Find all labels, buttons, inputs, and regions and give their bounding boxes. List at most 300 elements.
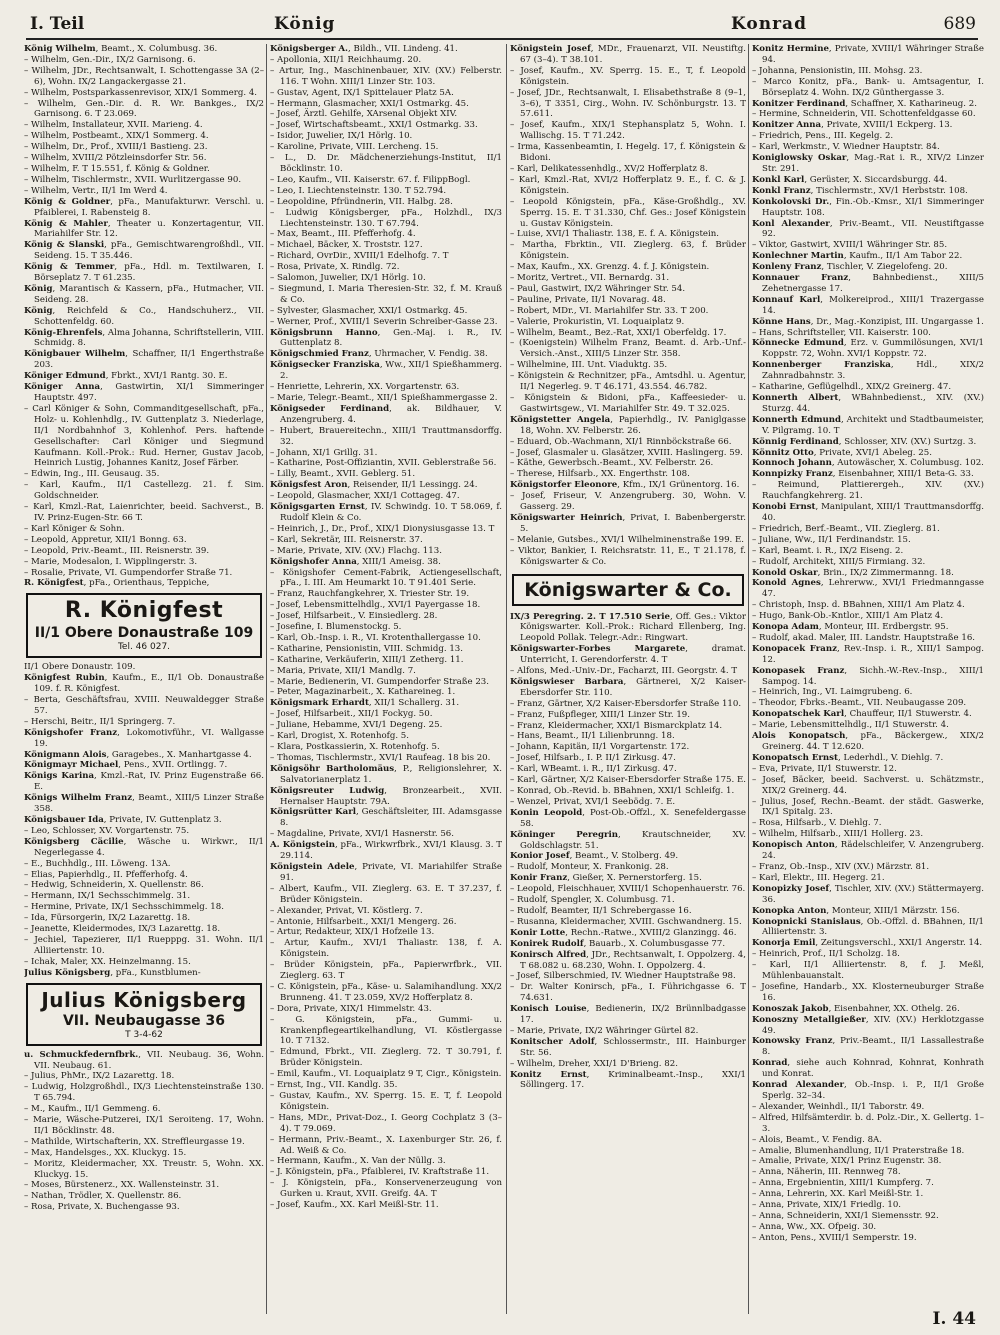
directory-entry: – Anna, Näherin, III. Rennweg 78. [752, 1167, 901, 1178]
directory-entry: Königswieser Barbara, Gärtnerei, X/2 Kaiser-Ebersdorfer Str. 110. [510, 676, 746, 698]
directory-entry: – Leopold, Priv.-Beamt., III. Reisnerstr. 39. [24, 545, 210, 556]
directory-entry: – Artur, Redakteur, XIX/1 Hofzeile 13. [270, 927, 435, 938]
directory-entry: – Julius, Josef, Rechn.-Beamt. der städt. Gaswerke, IX/1 Spitalg. 23. [752, 796, 984, 818]
directory-entry: – Wilhelm, Gen.-Dir., IX/2 Garnisong. 6. [24, 54, 196, 65]
directory-entry: – Viktor, Gastwirt, XVIII/1 Währinger Str. 85. [752, 240, 948, 251]
directory-entry: – Melanie, Gutsbes., XVI/1 Wilhelminenstraße 199. E. [510, 534, 745, 545]
directory-entry: – Anna, Schneiderin, XXI/1 Siemensstr. 92. [752, 1210, 939, 1221]
directory-entry: Konnenberger Franziska, Hdl., XIX/2 Zahnradbahnstr. 3. [752, 360, 984, 382]
directory-entry: Alois Konopatsch, pFa., Bäckergew., XIX/2 Greinerg. 44. T 12.620. [752, 731, 984, 752]
directory-entry: Königsmark Erhardt, XII/1 Schallerg. 31. [270, 698, 460, 709]
directory-entry: – Theodor, Fbrks.-Beamt., VII. Neubaugasse 209. [752, 698, 967, 709]
directory-entry: – Katharine, Post-Offiziantin, XVII. Geblerstraße 56. [270, 458, 497, 469]
directory-entry: – Karl, Sekretär, III. Reisnerstr. 37. [270, 534, 423, 545]
directory-entry: – Leopold, Appretur, XII/1 Bonng. 63. [24, 534, 187, 545]
directory-entry: Konrad, siehe auch Kohnrad, Kohnrat, Konhrath und Konrat. [752, 1058, 984, 1080]
directory-entry: – Marie, Wäsche-Putzerei, IX/1 Seroiteng. 17, Wohn. II/1 Böcklinstr. 48. [24, 1115, 264, 1136]
directory-entry: – Viktor, Bankier, I. Reichsratstr. 11, E., T 21.178, f. Königswarter & Co. [510, 545, 746, 567]
directory-entry: – Artur, Kaufm., XVI/1 Thaliastr. 138, f. A. Königstein. [270, 938, 502, 960]
directory-entry: – Katharine, Pensionistin, VIII. Schmidg. 13. [270, 643, 463, 654]
directory-entry: Julius Königsberg, pFa., Kunstblumen- [24, 967, 201, 978]
directory-entry: – Anton, Pens., XVIII/1 Semperstr. 19. [752, 1232, 917, 1243]
directory-entry: – Apollonia, XII/1 Reichhaumg. 20. [270, 54, 422, 65]
directory-entry: – Rudolf, akad. Maler, III. Landstr. Hauptstraße 16. [752, 632, 976, 643]
directory-entry: Königseder Ferdinand, ak. Bildhauer, V. Anzengruberg. 4. [270, 403, 502, 425]
advert-koenigswarter: Königswarter & Co. [512, 574, 744, 606]
page-number: 689 [943, 14, 976, 34]
directory-entry: – Johanna, Pensionistin, III. Mohsg. 23. [752, 65, 923, 76]
directory-entry: Konnpizky Franz, Eisenbahner, XIII/1 Beta-G. 33. [752, 469, 974, 480]
directory-entry: A. Königstein, pFa., Wirkwrfbrk., XVI/1 Klausg. 3. T 29.114. [270, 840, 502, 862]
directory-entry: – Leo, Schlosser, XV. Vorgartenstr. 75. [24, 825, 190, 836]
directory-entry: – Josef, Hilfsarbeit., V. Einsiedlerg. 28. [270, 611, 438, 622]
directory-entry: – Herschi, Beitr., II/1 Springerg. 7. [24, 716, 176, 727]
directory-entry: – Leopold Königstein, pFa., Käse-Großhdlg., XV. Sperrg. 15. E. T 31.330, Chf. Ges.: Josef Königstein u. Gustav Königstein. [510, 196, 746, 229]
column-divider [266, 44, 267, 1314]
directory-entry: – J. Königstein, pFa., Konservenerzeugung von Gurken u. Kraut, XVII. Greifg. 4A. T [270, 1178, 502, 1200]
directory-entry: – Konrad, Ob.-Revid. b. BBahnen, XXI/1 Schleifg. 1. [510, 786, 735, 796]
directory-entry: Konitz Ernst, Kriminalbeamt.-Insp., XXI/1 Söllingerg. 17. [510, 1069, 746, 1091]
directory-entry: – Wilhelm, Tischlermstr., XVII. Wurlitzergasse 90. [24, 174, 242, 185]
directory-entry: Konitzer Ferdinand, Schaffner, X. Katharineug. 2. [752, 98, 977, 109]
directory-entry: – Ludwig Königsberger, pFa., Holzhdl., IX/3 Liechtensteinstr. 130. T 67.794. [270, 207, 502, 229]
directory-entry: – L., D. Dr. Mädchenerziehungs-Institut, II/1 Böcklinstr. 10. [270, 153, 502, 174]
directory-entry: – Karl, Drogist, X. Rotenhofg. 5. [270, 731, 409, 742]
directory-entry: Konold Oskar, Brin., IX/2 Zimmermanng. 18. [752, 567, 954, 578]
directory-entry: Königsbrunn Hanno, Gen.-Maj. i. R., IV. Guttenplatz 8. [270, 327, 502, 349]
directory-entry: – Michael, Bäcker, X. Troststr. 127. [270, 240, 423, 251]
directory-entry: – Rosa, Hilfsarb., V. Diehlg. 7. [752, 818, 882, 829]
directory-entry: – Heinrich, Prof., II/1 Scholzg. 18. [752, 949, 900, 960]
directory-entry: – Alexander, Privat, VI. Köstlerg. 7. [270, 905, 423, 916]
directory-entry: – Juliane, Hebamme, XVI/1 Degeng. 25. [270, 720, 443, 731]
directory-entry: – Josef, Ärztl. Gehilfe, XArsenal Objekt XIV. [270, 109, 458, 120]
directory-entry: – Heinrich, J., Dr., Prof., XIX/1 Dionysiusgasse 13. T [270, 523, 495, 534]
directory-entry: – Käthe, Gewerbsch.-Beamt., XV. Felberstr. 26. [510, 458, 714, 469]
directory-entry: Konopnicki Stanislaus, Ob.-Offzl. d. BBahnen, II/1 Alliiertenstr. 3. [752, 916, 984, 938]
directory-entry: – Josef, Lebensmittelhdlg., XVI/1 Payergasse 18. [270, 600, 481, 611]
directory-entry: Konopacek Franz, Rev.-Insp. i. R., XIII/1 Sampog. 12. [752, 643, 984, 665]
directory-entry: Könnecke Edmund, Erz. v. Gummilösungen, XVI/1 Koppstr. 72, Wohn. XVI/1 Koppstr. 72. [752, 338, 984, 360]
directory-entry: – Marie, Modesalon, I. Wipplingerstr. 3. [24, 556, 198, 567]
entry-list-1b [24, 662, 264, 978]
directory-entry: Konoszny Metallgießer, XIV. (XV.) Herklotzgasse 49. [752, 1014, 984, 1036]
directory-entry: – Sylvester, Glasmacher, XXI/1 Ostmarkg. 45. [270, 305, 468, 316]
entry-list-3b [510, 612, 746, 1092]
directory-entry: Konopizky Josef, Tischler, XIV. (XV.) Stättermayerg. 36. [752, 883, 984, 905]
directory-entry: – Jechiel, Tapezierer, II/1 Ruepppg. 31. Wohn. II/1 Alliiertenstr. 10. [24, 934, 264, 956]
directory-entry: – Josef, Kaufm., XIX/1 Stephansplatz 5, Wohn. I. Wallischg. 15. T 71.242. [510, 120, 746, 142]
directory-entry: – Ludwig, Holzgroßhdl., IX/3 Liechtensteinstraße 130. T 65.794. [24, 1082, 264, 1104]
directory-entry: – Max, Beamt., III. Pfefferhofg. 4. [270, 229, 416, 240]
directory-entry: u. Schmuckfedernfbrk., VII. Neubaug. 36, Wohn. VII. Neubaug. 61. [24, 1049, 264, 1071]
directory-entry: Konir Lotte, Rechn.-Ratwe., XVIII/2 Glanzingg. 46. [510, 927, 737, 938]
directory-entry: – Luise, XVI/1 Thaliastr. 138, E. f. A. Königstein. [510, 229, 720, 240]
directory-entry: Könnig Ferdinand, Schlosser, XIV. (XV.) Surtzg. 3. [752, 436, 977, 447]
page-signature: I. 44 [932, 1309, 976, 1329]
directory-entry: – Ichak, Maler, XX. Heinzelmanng. 15. [24, 956, 191, 967]
directory-entry: – Pauline, Private, II/1 Novarag. 48. [510, 294, 666, 305]
directory-entry: II/1 Obere Donaustr. 109. [24, 662, 136, 673]
directory-entry: – Josefine, Handarb., XX. Klosterneuburger Straße 16. [752, 981, 984, 1003]
directory-entry: – Karl, Delikatessenhdlg., XV/2 Hofferplatz 8. [510, 163, 708, 174]
directory-entry: – Josef, Silberschmied, IV. Wiedner Hauptstraße 98. [510, 971, 736, 982]
directory-entry: – Eduard, Ob.-Wachmann, XI/1 Rinnböckstraße 66. [510, 436, 732, 447]
directory-entry: – Alfred, Hilfsämterdir. b. d. Polz.-Dir., X. Gellertg. 1–3. [752, 1112, 984, 1134]
directory-entry: – Gustav, Kaufm., XV. Sperrg. 15. E. T, f. Leopold Königstein. [270, 1091, 502, 1112]
directory-entry: Konleny Franz, Tischler, V. Ziegelofeng. 20. [752, 262, 948, 273]
directory-entry: Konoszak Jakob, Eisenbahner, XX. Othelg. 26. [752, 1003, 960, 1014]
directory-entry: – Marie, Lebensmittelhdlg., II/1 Stuwerstr. 4. [752, 720, 949, 731]
directory-entry: – Wilhelm, XVIII/2 Pötzleinsdorfer Str. 56. [24, 153, 207, 164]
directory-entry: – Marie, Telegr.-Beamt., XII/1 Spießhammergasse 2. [270, 393, 498, 403]
directory-entry: Konkolovski Dr., Fin.-Ob.-Kmsr., XI/1 Simmeringer Hauptstr. 108. [752, 196, 984, 218]
directory-entry: – E., Buchhdlg., III. Löweng. 13A. [24, 858, 171, 869]
directory-entry: Konopa Adam, Monteur, III. Erdbergstr. 95. [752, 622, 949, 633]
directory-entry: König, Reichfeld & Co., Handschuherz., VII. Schottenfeldg. 60. [24, 305, 264, 327]
directory-entry: – Salomon, Juwelier, IX/1 Hörlg. 10. [270, 273, 426, 284]
directory-entry: – Hermine, Private, IX/1 Sechsschimmelg. 18. [24, 902, 224, 913]
directory-entry: – Hermine, Schneiderin, VII. Schottenfeldgasse 60. [752, 109, 976, 120]
directory-entry: Konnoch Johann, Autowäscher, X. Columbusg. 102. [752, 458, 984, 469]
page-header [26, 12, 978, 40]
directory-entry: Königsecker Franziska, Ww., XII/1 Spießhammerg. 2. [270, 360, 502, 382]
directory-entry: – Josefine, I. Blumenstockg. 5. [270, 622, 402, 633]
directory-entry: König & Temmer, pFa., Hdl. m. Textilwaren, I. Börseplatz 7. T 61.235. [24, 262, 264, 284]
directory-entry: Königsberg Cäcilie, Wäsche u. Wirkwr., II/1 Negerlegasse 4. [24, 836, 264, 858]
directory-entry: – Franz, Gärtner, X/2 Kaiser-Ebersdorfer Straße 110. [510, 698, 742, 709]
column-1 [24, 44, 264, 1314]
advert-name: R. Königfest [64, 598, 224, 624]
directory-entry: – Emil, Kaufm., VI. Loquaiplatz 9 T, Cigr., Königstein. [270, 1069, 502, 1080]
directory-entry: – Hans, Schriftsteller, VII. Kaiserstr. 100. [752, 327, 931, 338]
directory-entry: Königstetter Angela, Papierhdlg., IV. Paniglgasse 18, Wohn. XV. Felberstr. 26. [510, 414, 746, 436]
directory-entry: Königer Edmund, Fbrkt., XVI/1 Rantg. 30. E. [24, 371, 228, 382]
directory-entry: – Franz, Fußpfleger, XIII/1 Linzer Str. 19. [510, 709, 690, 720]
directory-entry: – Edmund, Fbrkt., VII. Zieglerg. 72. T 30.791, f. Brüder Königstein. [270, 1047, 502, 1069]
directory-entry: – Karl, Ob.-Insp. i. R., VI. Krotenthallergasse 10. [270, 632, 481, 643]
directory-entry: R. Königfest, pFa., Orienthaus, Teppiche, [24, 578, 210, 589]
directory-entry: Königsreuter Ludwig, Bronzearbeit., XVII. Hernalser Hauptstr. 79A. [270, 785, 502, 807]
directory-entry: Königstorfer Eleonore, Kfm., IX/1 Grünentorg. 16. [510, 480, 740, 491]
directory-entry: – Rudolf, Architekt, XIII/5 Firmiang. 32. [752, 556, 926, 567]
entry-list-4 [752, 44, 984, 1244]
directory-entry: – Hermann, Glasmacher, XXI/1 Ostmarkg. 45. [270, 98, 469, 109]
directory-entry: – Maria, Private, XII/1 Mandlg. 7. [270, 665, 416, 676]
directory-entry: – Richard, OvrDir., XVIII/1 Edelhofg. 7. T [270, 251, 449, 262]
directory-entry: – Karl, Werkmstr., V. Wiedner Hauptstr. 84. [752, 142, 940, 153]
directory-entry: – Karl Königer & Sohn. [24, 523, 125, 534]
directory-entry: – Karoline, Private, VIII. Lercheng. 15. [270, 142, 439, 153]
directory-entry: – Wilhelm, F. T 15.551, f. König & Goldner. [24, 163, 210, 174]
directory-entry: – Elias, Papierhdlg., II. Pfefferhofg. 4. [24, 869, 188, 880]
advert-koenigfest [26, 593, 262, 658]
directory-entry: Königswarter-Forbes Margarete, dramat. Unterricht, I. Gerendorferstr. 4. T [510, 644, 746, 666]
directory-entry: – Marie, Private, XIV. (XV.) Flachg. 113. [270, 545, 442, 556]
directory-entry: Konin Leopold, Post-Ob.-Offzl., X. Senefeldergasse 58. [510, 807, 746, 829]
directory-entry: – M., Kaufm., II/1 Gemmeng. 6. [24, 1104, 161, 1115]
directory-entry: Königshofer Anna, XIII/1 Ameisg. 38. [270, 556, 441, 567]
directory-entry: – Josef, Kaufm., XV. Sperrg. 15. E., T, f. Leopold Königstein. [510, 65, 746, 87]
directory-entry: – Gustav, Agent, IX/1 Spittelauer Platz 5A. [270, 87, 454, 98]
directory-entry: Konnauf Karl, Molkereiprod., XIII/1 Trazergasse 14. [752, 294, 984, 316]
part-label: I. Teil [30, 14, 85, 34]
directory-entry: – Mathilde, Wirtschafterin, XX. Streffleurgasse 19. [24, 1136, 245, 1147]
directory-entry: – Eva, Private, II/1 Stuwerstr. 12. [752, 763, 897, 774]
directory-entry: Königstein Josef, MDr., Frauenarzt, VII. Neustiftg. 67 (3–4). T 38.101. [510, 44, 746, 65]
directory-entry: – Wilhelm, Vertr., II/1 Im Werd 4. [24, 185, 168, 196]
directory-entry: – Juliane, Ww., II/1 Ferdinandstr. 15. [752, 534, 911, 545]
directory-entry: Konowsky Franz, Priv.-Beamt., II/1 Lassallestraße 8. [752, 1036, 984, 1058]
directory-entry: Königmann Alois, Garagebes., X. Manhartgasse 4. [24, 749, 252, 760]
directory-entry: – Karl, Gärtner, X/2 Kaiser-Ebersdorfer Straße 175. E. [510, 775, 746, 786]
directory-entry: – Artur, Ing., Maschinenbauer, XIV. (XV.) Felberstr. 116. T Wohn. XIII/1 Linzer Str. 103. [270, 65, 502, 87]
directory-entry: – Karl, Elektr., III. Hegerg. 21. [752, 872, 885, 883]
directory-entry: – Hermann, Kaufm., X. Van der Nüllg. 3. [270, 1156, 446, 1167]
directory-entry: – Klara, Postkassierin, X. Rotenhofg. 5. [270, 742, 440, 752]
directory-entry: – Robert, MDr., VI. Mariahilfer Str. 33. T 200. [510, 305, 709, 316]
directory-entry: – Franz, Ob.-Insp., XIV (XV.) Märzstr. 81. [752, 861, 930, 872]
directory-entry: Konkl Franz, Tischlermstr., XV/1 Herbststr. 108. [752, 185, 968, 196]
directory-entry: – Königstein & Rechnitzer, pFa., Amtsdhl. u. Agentur, II/1 Negerleg. 9. T 46.171, 43.554. 46.782. [510, 371, 746, 393]
directory-entry: – Franz, Rauchfangkehrer, X. Triester Str. 19. [270, 589, 470, 600]
directory-entry: – Johann, XI/1 Grillg. 31. [270, 447, 378, 458]
directory-entry: – Hermann, Priv.-Beamt., X. Laxenburger Str. 26, f. Ad. Weiß & Co. [270, 1134, 502, 1156]
directory-entry: Konl Alexander, Priv.-Beamt., VII. Neustiftgasse 92. [752, 218, 984, 240]
directory-entry: Königstein Adele, Private, VI. Mariahilfer Straße 91. [270, 861, 502, 883]
directory-entry: – Wilhelm, Gen.-Dir. d. R. Wr. Bankges., IX/2 Garnisong. 6. T 23.069. [24, 98, 264, 120]
directory-entry: – Wenzel, Privat, XVI/1 Seebödg. 7. E. [510, 796, 676, 807]
directory-entry: – Amalie, Private, XIX/1 Prinz Eugenstr. 38. [752, 1156, 942, 1167]
entry-list-2 [270, 44, 502, 1211]
directory-entry: – Königstein & Bidoni, pFa., Kaffeesieder- u. Gastwirtsgew., VI. Mariahilfer Str. 49. T 32.025. [510, 393, 746, 414]
directory-entry: – Nathan, Trödler, X. Quellenstr. 86. [24, 1191, 182, 1202]
directory-entry: – Rosa, Private, X. Rindlg. 72. [270, 262, 400, 273]
directory-entry: – Anna, Private, XIX/1 Friedlg. 10. [752, 1200, 902, 1211]
directory-entry: – Wilhelm, Dreher, XXI/1 D'Brieng. 82. [510, 1058, 678, 1069]
directory-entry: – Wilhelm, Dr., Prof., XVIII/1 Bastieng. 23. [24, 142, 208, 153]
directory-entry: Konitzer Anna, Private, XVIII/1 Eckperg. 13. [752, 120, 953, 131]
directory-entry: – Karl, Kmzl.-Rat, XVI/2 Hofferplatz 9. E., f. C. & J. Königstein. [510, 174, 746, 196]
directory-entry: – Moses, Bürstenerz., XX. Wallensteinstr. 31. [24, 1180, 220, 1191]
directory-entry: – (Koenigstein) Wilhelm Franz, Beamt. d. Arb.-Unf.-Versich.-Anst., XIII/5 Linzer Str. 358. [510, 338, 746, 360]
directory-entry: Konold Agnes, Lehrerww., XVI/1 Friedmanngasse 47. [752, 578, 984, 600]
directory-entry: – Carl Königer & Sohn, Commanditgesellschaft, pFa., Holz- u. Kohlenhdlg., IV. Guttenplatz 3. Niederlage, II/1 Nordbahnhof 3, Kohlenhof. Pers. haftende Gesellschafter: Carl Königer und Siegmund Kaufmann. Koll.-Prok.: Rud. Herner, Gustav Jacob, Heinrich Lustig, Johannes Kanitz, Josef Färber. [24, 403, 264, 469]
directory-entry: Königsfest Aron, Reisender, II/1 Lessingg. 24. [270, 480, 478, 491]
directory-entry: Königfest Rubin, Kaufm., E., II/1 Ob. Donaustraße 109. f. R. Königfest. [24, 673, 264, 695]
directory-entry: – Julius, PhMr., IX/2 Lazarettg. 18. [24, 1071, 175, 1082]
directory-entry: Königsrütter Karl, Geschäftsleiter, III. Adamsgasse 8. [270, 807, 502, 829]
directory-entry: – Reimund, Plattierergeh., XIV. (XV.) Rauchfangkehrerg. 21. [752, 480, 984, 502]
directory-entry: Königbauer Wilhelm, Schaffner, II/1 Engerthstraße 203. [24, 349, 264, 371]
directory-entry: – Ida, Fürsorgerin, IX/2 Lazarettg. 18. [24, 913, 191, 924]
directory-entry: – Leo, I. Liechtensteinstr. 130. T 52.794. [270, 185, 447, 196]
directory-entry: – Josef, Friseur, V. Anzengruberg. 30, Wohn. V. Gasserg. 29. [510, 491, 746, 513]
directory-entry: Konrad Alexander, Ob.-Insp. i. P., II/1 Große Sperlg. 32–34. [752, 1080, 984, 1101]
directory-entry: Könne Hans, Dr., Mag.-Konzipist, III. Ungargasse 1. [752, 316, 984, 327]
advert-name: Julius Königsberg [41, 987, 247, 1012]
directory-entry: – Friedrich, Berf.-Beamt., VII. Zieglerg. 81. [752, 523, 940, 534]
directory-entry: – Marie, Private, IX/2 Währinger Gürtel 82. [510, 1025, 699, 1036]
directory-entry: – Wilhelm, Beamt., Bez.-Rat, XXI/1 Oberfeldg. 17. [510, 327, 727, 338]
directory-entry: Königmayr Michael, Pens., XVII. Ortlingg. 7. [24, 760, 228, 771]
directory-entry: Konir Franz, Gießer, X. Pernerstorferg. 15. [510, 873, 702, 884]
column-2 [270, 44, 502, 1314]
directory-entry: – Karl, Kaufm., II/1 Castellezg. 21. f. Sim. Goldschneider. [24, 480, 264, 502]
directory-entry: Konnerth Albert, WBahnbedienst., XIV. (XV.) Sturzg. 44. [752, 393, 984, 414]
directory-entry: – Wilhelm, Installateur, XVII. Marieng. 4. [24, 120, 203, 131]
directory-entry: – Marco Konitz, pFa., Bank- u. Amtsagentur, I. Börseplatz 4. Wohn. IX/2 Günthergasse 3. [752, 76, 984, 98]
directory-entry: Königs Wilhelm Franz, Beamt., XIII/5 Linzer Straße 358. [24, 793, 264, 815]
directory-entry: – Alois, Beamt., V. Fendig. 8A. [752, 1134, 883, 1145]
directory-entry: – Franz, Kleidermacher, XXI/1 Bismarckplatz 14. [510, 720, 723, 731]
directory-entry: – Josef, Hilfsarb., I. P. II/1 Zirkusg. 47. [510, 753, 676, 764]
directory-entry: Konopasek Franz, Sichh.-W.-Rev.-Insp., XIII/1 Sampog. 14. [752, 665, 984, 687]
entry-list-1a [24, 44, 264, 589]
directory-entry: – Alexander, Weinhdl., II/1 Taborstr. 49. [752, 1101, 925, 1112]
directory-entry: – Josef, Bäcker, beeid. Sachverst. u. Schätzmstr., XIX/2 Greinerg. 44. [752, 774, 984, 796]
directory-entry: – Werner, Prof., XVIII/1 Severin Schreiber-Gasse 23. [270, 316, 498, 327]
directory-entry: – Rudolf, Spengler, X. Columbusg. 71. [510, 895, 675, 906]
advert-koenigsberg [26, 983, 262, 1046]
directory-entry: – Ernst, Ing., VII. Kandlg. 35. [270, 1080, 398, 1091]
directory-entry: – Karl, Beamt. i. R., IX/2 Eiseng. 2. [752, 545, 904, 556]
directory-entry: – Jeanette, Kleidermodes, IX/3 Lazarettg. 18. [24, 924, 221, 935]
directory-entry: – Thomas, Tischlermstr., XVI/1 Raufeag. 18 bis 20. [270, 752, 491, 763]
directory-entry: König & Mahler, Theater u. Konzertagentur, VII. Mariahilfer Str. 12. [24, 218, 264, 240]
directory-entry: – Hans, MDr., Privat-Doz., I. Georg Cochplatz 3 (3–4). T 79.069. [270, 1112, 502, 1134]
directory-entry: Konirek Rudolf, Bauarb., X. Columbusgasse 77. [510, 938, 726, 949]
directory-entry: – Leopold, Glasmacher, XXI/1 Cottageg. 47. [270, 491, 460, 502]
directory-entry: Königs Karina, Kmzl.-Rat, IV. Prinz Eugenstraße 66. E. [24, 771, 264, 793]
directory-entry: Konnauer Franz, Bahnbedienst., XIII/5 Zehetnergasse 17. [752, 273, 984, 294]
advert-address: II/1 Obere Donaustraße 109 [34, 625, 254, 642]
directory-entry: – Wilhelm, Hilfsarb., XIII/1 Hollerg. 23. [752, 829, 924, 840]
directory-entry: Königshofer Franz, Lokomotivführ., VI. Wallgasse 19. [24, 727, 264, 749]
directory-entry: König-Ehrenfels, Alma Johanna, Schriftstellerin, VIII. Schmidg. 8. [24, 327, 264, 349]
directory-entry: – Leo, Kaufm., VII. Kaiserstr. 67. f. FilippBogl. [270, 174, 471, 185]
directory-entry: – Karl, WBeamt. i. R., II/1 Zirkusg. 47. [510, 764, 677, 775]
directory-entry: – Leopoldine, Pfründnerin, VII. Halbg. 28. [270, 196, 453, 207]
directory-entry: Köninger Peregrin, Krautschneider, XV. Goldschlagstr. 51. [510, 829, 746, 851]
advert-tel: Tel. 46 027. [117, 642, 171, 653]
directory-entry: – Wilhelm, Postbeamt., XIX/1 Sommerg. 4. [24, 131, 209, 142]
directory-entry: – Rudolf, Beamter, II/1 Schrebergasse 16. [510, 905, 692, 916]
directory-entry: – Moritz, Kleidermacher, XX. Treustr. 5, Wohn. XX. Kluckyg. 15. [24, 1158, 264, 1180]
directory-entry: – Brüder Königstein, pFa., Papierwrfbrk., VII. Zieglerg. 63. T [270, 960, 502, 982]
column-divider [748, 44, 749, 1314]
directory-entry: Konobi Ernst, Manipulant, XIII/1 Trauttmansdorffg. 40. [752, 502, 984, 523]
directory-entry: Konitscher Adolf, Schlossermstr., III. Hainburger Str. 56. [510, 1036, 746, 1058]
directory-entry: – Max, Kaufm., XX. Grenzg. 4. f. J. Königstein. [510, 262, 710, 273]
directory-entry: – Josef, JDr., Rechtsanwalt, I. Elisabethstraße 8 (9–1, 3–6), T 3351, Cirg., Wohn. IV. Schönburgstr. 13. T 57.611. [510, 87, 746, 120]
directory-entry: – Josef, Glasmaler u. Glasätzer, XVIII. Haslingerg. 59. [510, 447, 743, 458]
directory-entry: – Magdaline, Private, XVI/1 Hasnerstr. 56. [270, 829, 455, 840]
directory-entry: – C. Königstein, pFa., Käse- u. Salamihandlung. XX/2 Brunneng. 41. T 23.059, XV/2 Hofferplatz 8. [270, 981, 502, 1003]
directory-entry: Koniglowsky Oskar, Mag.-Rat i. R., XIV/2 Linzer Str. 291. [752, 153, 984, 174]
directory-entry: Königer Anna, Gastwirtin, XI/1 Simmeringer Hauptstr. 497. [24, 382, 264, 403]
directory-entry: Konisch Louise, Bedienerin, IX/2 Brünnlbadgasse 17. [510, 1004, 746, 1026]
header-keyword-right: Konrad [731, 14, 807, 34]
directory-entry: Konorja Emil, Zeitungsverschl., XXI/1 Angerstr. 14. [752, 938, 983, 949]
directory-entry: – Peter, Magazinarbeit., X. Kathareineg. 1. [270, 687, 456, 698]
directory-entry: – Rusanna, Kleidermacher, XVIII. Gschwandnerg. 15. [510, 916, 742, 927]
directory-entry: – Hans, Beamt., II/1 Lilienbrunng. 18. [510, 731, 675, 742]
directory-entry: – Albert, Kaufm., VII. Zieglerg. 63. E. T 37.237, f. Brüder Königstein. [270, 883, 502, 905]
directory-entry: Konkl Karl, Gerüster, X. Siccardsburgg. 44. [752, 174, 948, 185]
directory-entry: – Wilhelmine, III. Unt. Viaduktg. 35. [510, 360, 668, 371]
directory-entry: – Hermann, IX/1 Sechsschimmelg. 31. [24, 891, 191, 902]
advert-tel: T 3-4-62 [125, 1029, 163, 1040]
directory-entry: – Leopold, Fleischhauer, XVIII/1 Schopenhauerstr. 76. [510, 884, 746, 895]
directory-entry: – Katharine, Verkäuferin, XIII/1 Zetherg. 11. [270, 654, 464, 665]
entry-list-3a [510, 44, 746, 568]
directory-entry: König Wilhelm, Beamt., X. Columbusg. 36. [24, 44, 218, 54]
directory-entry: – Max, Handelsges., XX. Kluckyg. 15. [24, 1147, 187, 1158]
directory-entry: – Marie, Bedienerin, VI. Gumpendorfer Straße 23. [270, 676, 489, 687]
directory-entry: – Anna, Ergebnientin, XIII/1 Kumpferg. 7. [752, 1178, 934, 1189]
directory-entry: Konlechner Martin, Kaufm., II/1 Am Tabor 22. [752, 251, 963, 262]
directory-entry: Königsöhr Bartholomäus, P., Religionslehrer, X. Salvatorianerplatz 1. [270, 763, 502, 785]
directory-entry: Konopka Anton, Monteur, XIII/1 Märzstr. 156. [752, 905, 960, 916]
directory-entry: – Josef, Wirtschaftsbeamt., XXI/1 Ostmarkg. 33. [270, 120, 478, 131]
directory-entry: – Karl, II/1 Alliiertenstr. 8, f. J. Meßl, Mühlenbauanstalt. [752, 960, 984, 982]
directory-entry: – Valerie, Prokuristin, VI. Loquaiplatz 9. [510, 316, 685, 327]
directory-entry: Konirsch Alfred, JDr., Rechtsanwalt, I. Oppolzerg. 4, T 68.082 u. 68.230, Wohn. I. Oppolzerg. 4. [510, 949, 746, 971]
directory-entry: – Wilhelm, Postsparkassenrevisor, XIX/1 Sommerg. 4. [24, 87, 258, 98]
column-4 [752, 44, 984, 1314]
directory-entry: – Hugo, Bank-Ob.-Kntlor., XIII/1 Am Platz 4. [752, 611, 944, 622]
directory-entry: IX/3 Peregring. 2. T 17.510 Serie, Off. Ges.: Viktor Königswarter. Koll.-Prok.: Richard Ellenberg, Ing. Leopold Pollak. Telegr.-Adr.: Ringwart. [510, 611, 746, 644]
directory-entry: – Rudolf, Monteur, X. Frankonig. 28. [510, 862, 669, 873]
directory-entry: – Amalie, Blumenhandlung, II/1 Praterstraße 18. [752, 1145, 965, 1156]
directory-entry: – Edwin, Ing., III. Geusaug. 35. [24, 469, 160, 480]
directory-entry: – Alfons, Med.-Univ.-Dr., Facharzt, III. Georgstr. 4. T [510, 666, 738, 677]
directory-entry: – Friedrich, Pens., III. Kegelg. 2. [752, 131, 894, 142]
directory-entry: – Lilly, Beamt., XVII. Geblerg. 51. [270, 469, 416, 480]
directory-entry: – Dora, Private, XIX/1 Himmelstr. 43. [270, 1003, 432, 1014]
directory-entry: – Irma, Kassenbeamtin, I. Hegelg. 17, f. Königstein & Bidoni. [510, 142, 746, 164]
header-keyword-left: König [274, 14, 336, 34]
directory-entry: Königsberger A., Bildh., VII. Lindeng. 41. [270, 44, 458, 54]
directory-entry: Konitz Hermine, Private, XVIII/1 Währinger Straße 94. [752, 44, 984, 65]
directory-entry: König & Goldner, pFa., Manufakturwr. Verschl. u. Pfaiblerei, I. Rabensteig 8. [24, 196, 264, 218]
directory-entry: – Rosalie, Private, VI. Gumpendorfer Straße 71. [24, 567, 233, 578]
directory-entry: – J. Königstein, pFa., Pfaiblerei, IV. Kraftstraße 11. [270, 1167, 490, 1178]
directory-entry: – Katharine, Geflügelhdl., XIX/2 Greinerg. 47. [752, 382, 952, 393]
directory-entry: – Siegmund, I. Maria Theresien-Str. 32, f. M. Krauß & Co. [270, 283, 502, 305]
directory-entry: Konior Josef, Beamt., V. Stolberg. 49. [510, 851, 679, 862]
directory-entry: – Christoph, Insp. d. BBahnen, XIII/1 Am Platz 4. [752, 600, 965, 611]
directory-entry: – Johann, Kapitän, II/1 Vorgartenstr. 172. [510, 742, 690, 753]
directory-entry: – Anna, Lehrerin, XX. Karl Meißl-Str. 1. [752, 1189, 924, 1200]
advert-address: VII. Neubaugasse 36 [62, 1012, 226, 1029]
directory-entry: – Isidor, Juwelier, IX/1 Hörlg. 10. [270, 131, 413, 142]
directory-entry: – Karl, Kmzl.-Rat, Laienrichter, beeid. Sachverst., B. IV. Prinz-Eugen-Str. 66 T. [24, 502, 264, 523]
directory-entry: – Hedwig, Schneiderin, X. Quellenstr. 86. [24, 880, 204, 891]
entry-list-1c [24, 1050, 264, 1214]
directory-entry: – Martha, Fbrktin., VII. Zieglerg. 63, f. Brüder Königstein. [510, 240, 746, 262]
directory-entry: – G. Königstein, pFa., Gummi- u. Krankenpflegeartikelhandlung, VI. Köstlergasse 10. T 7132. [270, 1014, 502, 1047]
directory-entry: – Paul, Gastwirt, IX/2 Währinger Str. 54. [510, 283, 686, 294]
directory-entry: Königschmied Franz, Uhrmacher, V. Fendig. 38. [270, 349, 488, 360]
directory-entry: – Dr. Walter Konirsch, pFa., I. Führichgasse 6. T 74.631. [510, 982, 746, 1004]
column-3 [510, 44, 746, 1314]
directory-entry: – Berta, Geschäftsfrau, XVIII. Neuwaldegger Straße 57. [24, 695, 264, 716]
directory-entry: – Josef, Kaufm., XX. Karl Meißl-Str. 11. [270, 1200, 439, 1211]
directory-entry: – Wilhelm, JDr., Rechtsanwalt, I. Schottengasse 3A (2–6), Wohn. IX/2 Langackergasse 21. [24, 65, 264, 87]
directory-entry: – Königshofer Cement-Fabrik, Actiengesellschaft, pFa., I. III. Am Heumarkt 10. T 91.401 Serie. [270, 567, 502, 589]
